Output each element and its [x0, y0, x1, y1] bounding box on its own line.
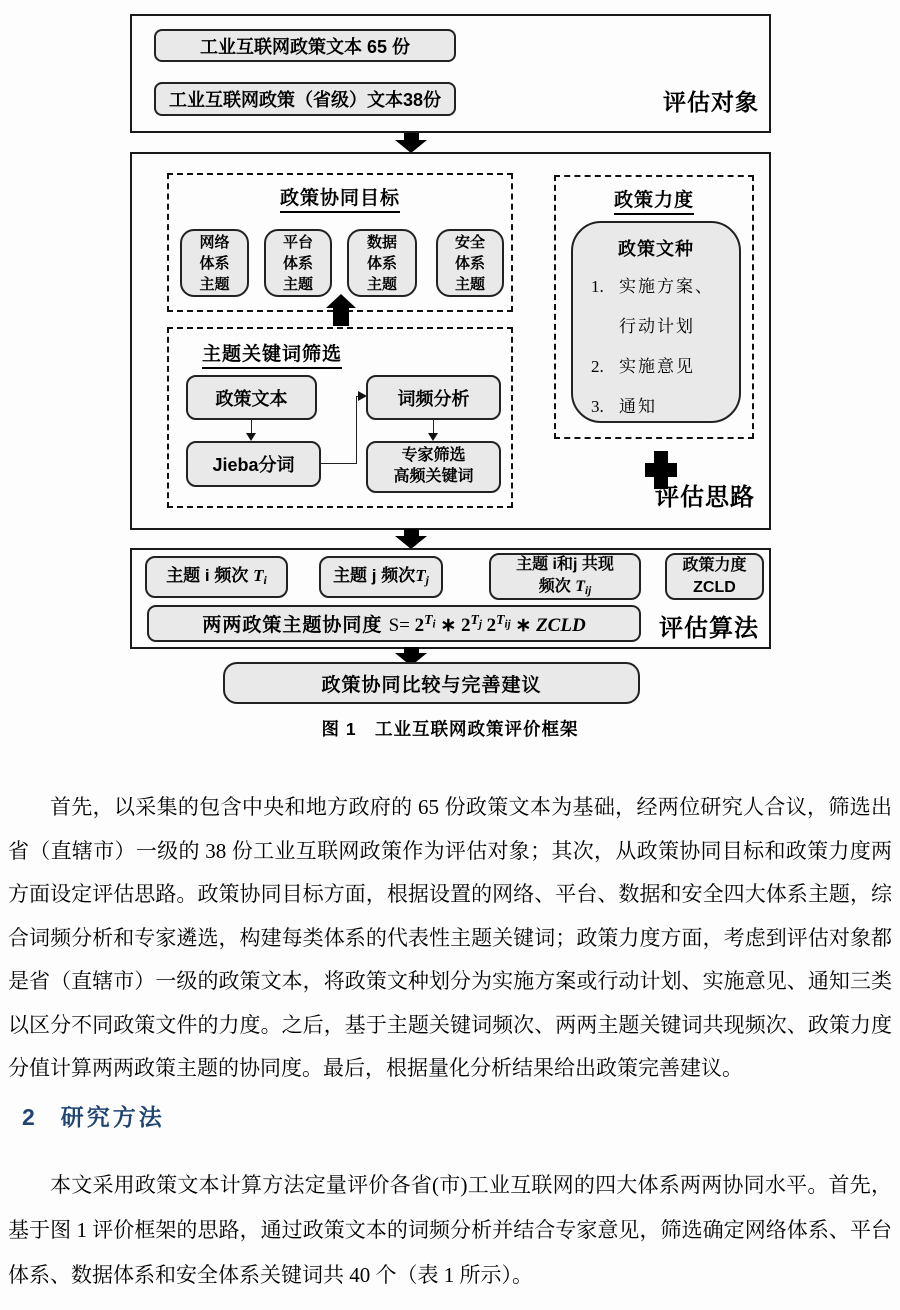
eval-algorithm-container [130, 548, 771, 649]
policy-text-label: 政策文本 [215, 388, 288, 409]
topic-box-platform: 平台 体系 主题 [264, 229, 332, 297]
figure-caption: 图 1 工业互联网政策评价框架 [321, 719, 579, 739]
arrow-shaft [404, 529, 419, 536]
paragraph-2: 本文采用政策文本计算方法定量评价各省(市)工业互联网的四大体系两两协同水平。首先，基于图 1 评价框架的思路，通过政策文本的词频分析并结合专家意见，筛选确定网络体系、平台体系、数据体系和安全体系关键词共 40 个（表 1 所示）。 [8, 1173, 892, 1287]
policy-strength-group [554, 175, 754, 439]
eval-algorithm-label: 评估算法 [659, 615, 759, 642]
jieba-node [186, 441, 321, 487]
plus-horizontal-bar [645, 463, 677, 477]
policy-texts-38-box [154, 82, 456, 116]
doc-type-item [591, 347, 725, 387]
synergy-formula-box: 两两政策主题协同度 $S= 2^Ti$ ∗ $2^Tj$ $2^Tij$ ∗ ZCLD [147, 605, 641, 642]
doc-type-item [591, 307, 725, 347]
expert-screening-node: 专家筛选 高频关键词 [366, 441, 501, 493]
section-heading [22, 1099, 165, 1132]
freq-j-box: 主题 j 频次Tj [319, 556, 443, 598]
connector-arrow-down [246, 433, 256, 441]
freq-i-box: 主题 i 频次 Ti [145, 556, 288, 598]
topic-box-network: 网络 体系 主题 [180, 229, 249, 297]
item-text: 实施方案、 [619, 277, 714, 296]
doc-type-item [591, 267, 725, 307]
policy-goal-title: 政策协同目标 [280, 188, 400, 213]
flow-arrow-down-1 [395, 133, 427, 153]
zcld-box: 政策力度 ZCLD [665, 553, 764, 600]
policy-goal-title-row [169, 183, 511, 210]
doc-type-list [591, 267, 725, 427]
arrow-shaft [333, 308, 349, 326]
policy-strength-title-row [556, 185, 752, 212]
arrow-shaft [404, 133, 419, 140]
word-freq-node [366, 375, 501, 420]
item-text: 通知 [619, 397, 657, 416]
doc-type-box [571, 221, 741, 423]
item-number: 2. [591, 357, 604, 376]
arrow-head [326, 294, 356, 308]
topic-box-data: 数据 体系 主题 [347, 229, 417, 297]
item-text: 行动计划 [619, 317, 695, 336]
topic-box-security: 安全 体系 主题 [436, 229, 504, 297]
section-number: 2 [22, 1104, 35, 1130]
connector-line [321, 463, 357, 464]
paragraph-1: 首先，以采集的包含中央和地方政府的 65 份政策文本为基础，经两位研究人合议，筛选出省（直辖市）一级的 38 份工业互联网政策作为评估对象；其次，从政策协同目标和政策力度两方面设定评估思路。政策协同目标方面，根据设置的网络、平台、数据和安全四大体系主题，综合词频分析和专家遴选，构建每类体系的代表性主题关键词；政策力度方面，考虑到评估对象都是省（直辖市）一级的政策文本，将政策文种划分为实施方案或行动计划、实施意见、通知三类以区分不同政策文件的力度。之后，基于主题关键词频次、两两主题关键词共现频次、政策力度分值计算两两政策主题的协同度。最后，根据量化分析结果给出政策完善建议。 [8, 795, 892, 1080]
policy-texts-65-label: 工业互联网政策文本 65 份 [199, 36, 411, 57]
eval-object-label: 评估对象 [663, 89, 759, 115]
word-freq-label: 词频分析 [397, 388, 470, 409]
cooccurrence-box: 主题 i和j 共现 频次 Tij [489, 553, 641, 600]
section-title: 研究方法 [60, 1104, 165, 1130]
policy-texts-38-label: 工业互联网政策（省级）文本38份 [168, 90, 442, 110]
policy-strength-title: 政策力度 [614, 190, 694, 215]
connector-line [251, 420, 252, 434]
doc-type-title: 政策文种 [618, 239, 694, 259]
item-number [591, 307, 619, 347]
eval-object-container [130, 14, 771, 133]
item-number: 1. [591, 277, 604, 296]
keyword-screening-group [167, 327, 513, 508]
item-number: 3. [591, 397, 604, 416]
jieba-label: Jieba分词 [212, 455, 295, 475]
eval-approach-label: 评估思路 [655, 484, 755, 511]
connector-line [433, 420, 434, 434]
policy-goal-group [167, 173, 513, 312]
keyword-screening-title: 主题关键词筛选 [202, 344, 342, 369]
conclusion-box [223, 662, 640, 704]
policy-text-node [186, 375, 317, 420]
flow-arrow-up [326, 294, 356, 326]
flow-arrow-down-2 [395, 529, 427, 549]
eval-approach-container [130, 152, 771, 530]
doc-type-item [591, 387, 725, 427]
connector-line [356, 396, 357, 464]
item-text: 实施意见 [619, 357, 695, 376]
keyword-screening-title-row [202, 339, 342, 366]
connector-arrow-down [428, 433, 438, 441]
conclusion-label: 政策协同比较与完善建议 [321, 674, 542, 696]
connector-arrow-right [358, 391, 367, 401]
policy-texts-65-box [154, 29, 456, 62]
